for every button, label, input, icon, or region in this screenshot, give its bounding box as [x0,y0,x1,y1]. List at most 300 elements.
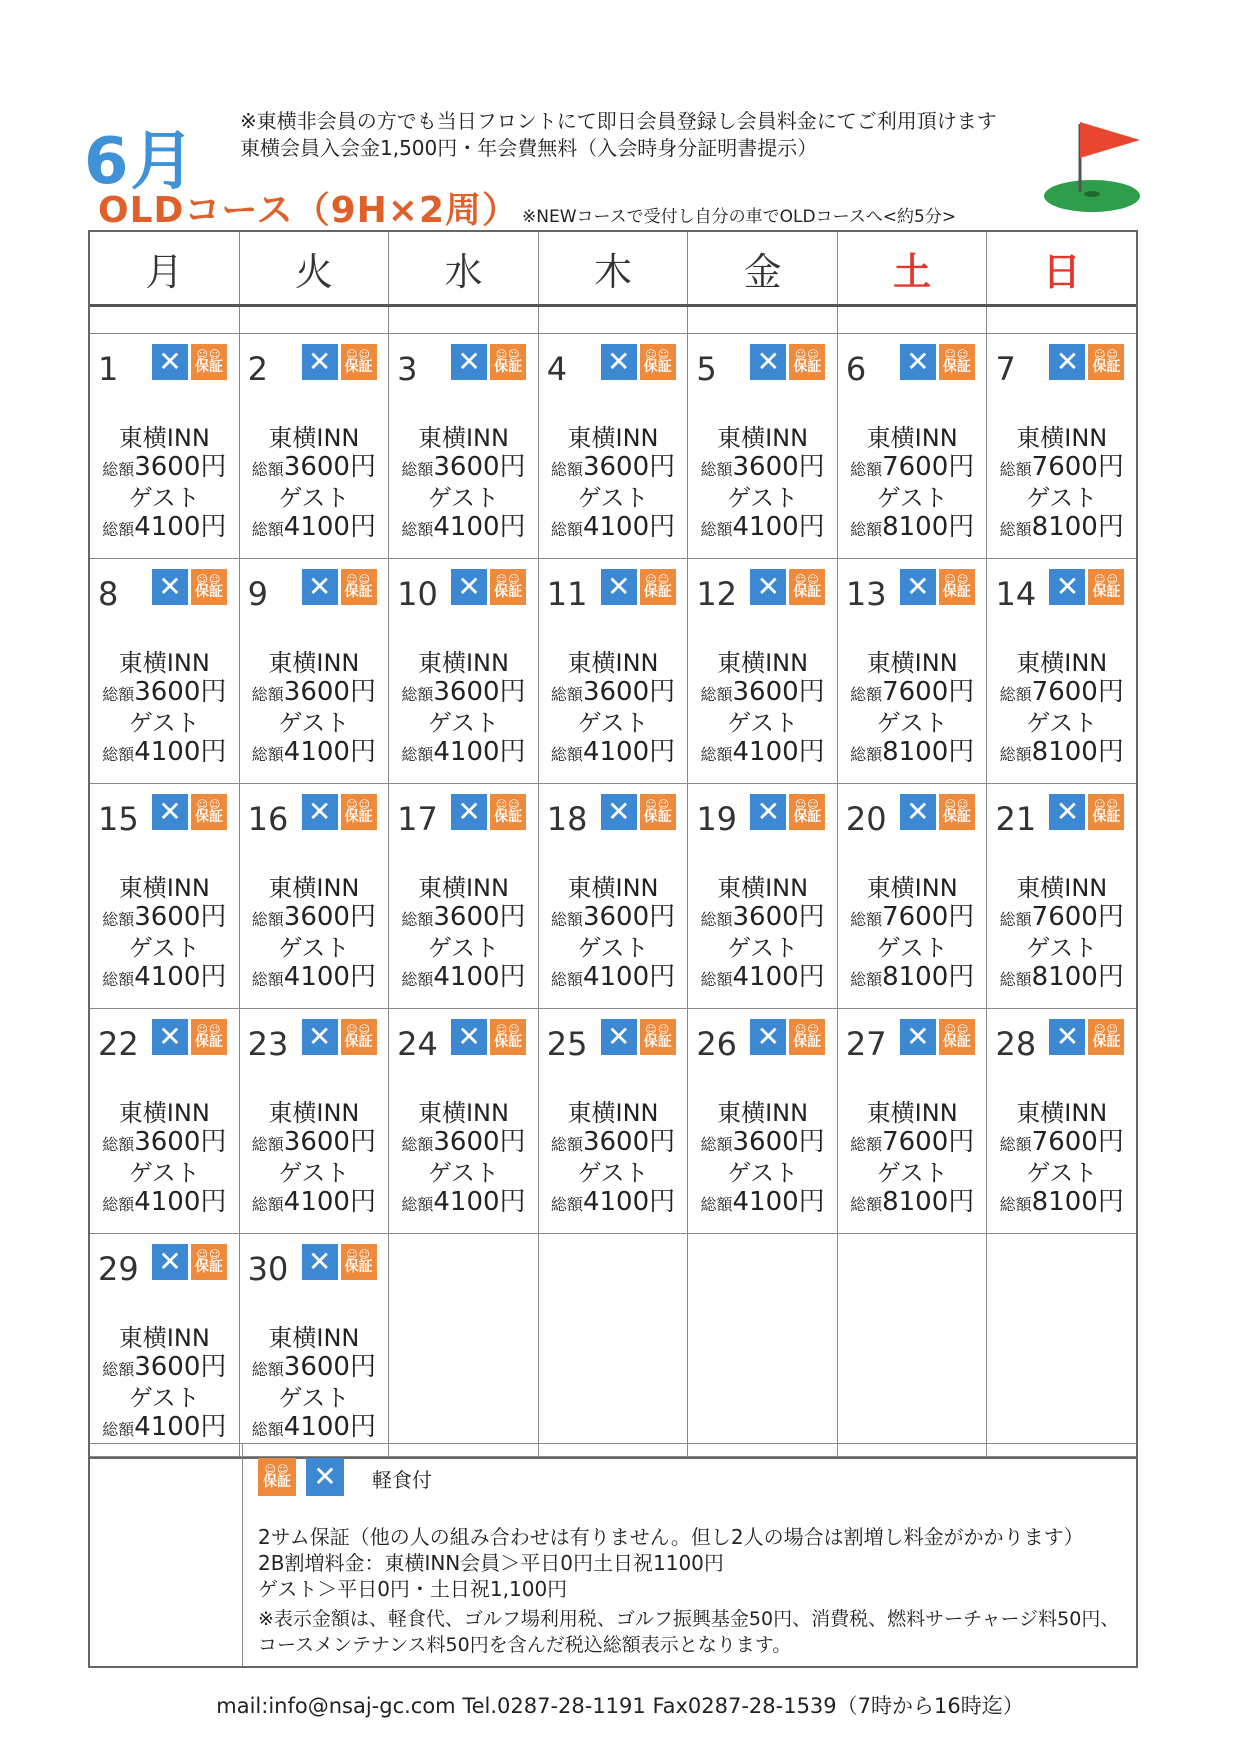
inn-price: 総額3600円 [550,677,676,707]
fork-knife-icon: ✕ [302,344,338,380]
calendar [88,230,1138,1459]
fork-knife-icon: ✕ [1049,794,1085,830]
guest-label: ゲスト [876,484,948,512]
day-icons [750,344,825,380]
day-cell [987,334,1136,558]
day-prices [240,649,389,769]
inn-label: 東横INN [268,649,360,677]
guest-price: 総額8100円 [850,512,975,542]
day-cell [688,1234,838,1456]
day-cell [389,559,539,783]
inn-label: 東横INN [866,1099,958,1127]
guest-price: 総額4100円 [401,962,526,992]
guarantee-icon: ☺☺ 保証 [640,344,676,380]
day-number: 16 [247,800,289,838]
guest-label: ゲスト [727,934,799,962]
day-icons [1049,344,1124,380]
day-number: 19 [696,800,738,838]
day-cell [240,334,390,558]
fork-knife-icon: ✕ [750,1019,786,1055]
inn-price: 総額3600円 [550,452,676,482]
guest-label: ゲスト [278,934,350,962]
guarantee-icon: ☺☺ 保証 [789,344,825,380]
day-number: 4 [546,350,568,388]
day-number: 11 [546,575,588,613]
day-cell [838,784,988,1008]
inn-label: 東横INN [567,649,659,677]
contact-footer: mail:info@nsaj-gc.com Tel.0287-28-1191 Fax0287-28-1539（7時から16時迄） [216,1694,1024,1718]
day-cell [90,1009,240,1233]
guarantee-icon: ☺☺ 保証 [939,1019,975,1055]
guest-price: 総額4100円 [700,512,825,542]
guest-label: ゲスト [278,1384,350,1412]
inn-label: 東横INN [717,874,809,902]
day-icons [152,1019,227,1055]
day-number: 25 [546,1025,588,1063]
inn-price: 総額3600円 [401,902,526,932]
guarantee-icon: ☺☺ 保証 [191,1019,227,1055]
day-prices [90,424,239,544]
day-cell [539,334,689,558]
day-prices [688,649,837,769]
day-prices [240,424,389,544]
guarantee-icon: ☺☺ 保証 [191,794,227,830]
fork-knife-icon: ✕ [302,1019,338,1055]
fork-knife-icon: ✕ [451,794,487,830]
inn-label: 東横INN [567,424,659,452]
day-prices [389,1099,538,1219]
inn-price: 総額7600円 [999,452,1124,482]
guest-price: 総額4100円 [401,512,526,542]
legend-line-3: ゲスト＞平日0円・土日祝1,100円 [258,1577,568,1601]
day-prices [987,1099,1136,1219]
guest-price: 総額8100円 [999,1187,1124,1217]
day-number: 26 [696,1025,738,1063]
guarantee-icon: ☺☺ 保証 [1088,794,1124,830]
guest-price: 総額4100円 [102,1187,227,1217]
inn-label: 東横INN [866,874,958,902]
day-cell [838,1009,988,1233]
fork-knife-icon: ✕ [900,794,936,830]
guest-label: ゲスト [128,484,200,512]
inn-price: 総額3600円 [550,1127,676,1157]
course-title: OLDコース（9H×2周） [98,190,520,231]
weekday-0: 月 [90,232,240,304]
day-prices [539,874,688,994]
day-prices [389,649,538,769]
guest-price: 総額8100円 [850,962,975,992]
guest-label: ゲスト [1026,709,1098,737]
day-number: 23 [247,1025,289,1063]
day-number: 7 [995,350,1016,388]
day-cell [688,559,838,783]
day-number: 10 [397,575,438,613]
day-prices [90,1099,239,1219]
fork-knife-icon: ✕ [1049,569,1085,605]
guest-label: ゲスト [427,709,499,737]
day-prices [688,424,837,544]
day-icons [152,1244,227,1280]
day-icons [152,569,227,605]
inn-price: 総額3600円 [401,1127,526,1157]
guarantee-icon: ☺☺ 保証 [1088,1019,1124,1055]
guest-label: ゲスト [876,709,948,737]
day-cell [90,334,240,558]
legend-line-2: 2B割増料金：東横INN会員＞平日0円土日祝1100円 [258,1551,724,1575]
day-number: 17 [397,800,438,838]
day-icons [451,344,526,380]
fork-knife-icon: ✕ [451,569,487,605]
day-cell [240,559,390,783]
guarantee-icon: ☺☺ 保証 [789,569,825,605]
fork-knife-icon: ✕ [302,794,338,830]
inn-price: 総額3600円 [251,902,376,932]
day-prices [539,1099,688,1219]
day-cell [389,334,539,558]
fork-knife-icon: ✕ [302,1244,338,1280]
fork-knife-icon: ✕ [152,794,188,830]
inn-label: 東横INN [717,424,809,452]
inn-price: 総額3600円 [102,1127,227,1157]
day-cell [688,334,838,558]
weekday-2: 水 [389,232,539,304]
day-cell [838,1234,988,1456]
day-icons [302,1244,377,1280]
guest-label: ゲスト [427,484,499,512]
day-icons [451,1019,526,1055]
guest-price: 総額4100円 [700,962,825,992]
inn-price: 総額3600円 [102,1352,227,1382]
guarantee-icon: ☺☺ 保証 [939,794,975,830]
guest-price: 総額8100円 [999,962,1124,992]
guest-price: 総額4100円 [401,737,526,767]
guarantee-icon: ☺☺ 保証 [341,1244,377,1280]
day-number: 22 [98,1025,139,1063]
fork-knife-icon: ✕ [152,1244,188,1280]
guest-label: ゲスト [128,1159,200,1187]
guest-label: ゲスト [1026,1159,1098,1187]
guest-price: 総額4100円 [251,512,376,542]
guest-price: 総額4100円 [102,737,227,767]
guest-price: 総額4100円 [251,737,376,767]
guest-label: ゲスト [278,709,350,737]
fork-knife-icon: ✕ [601,569,637,605]
day-number: 12 [696,575,738,613]
inn-label: 東横INN [268,874,360,902]
guarantee-icon: ☺☺ 保証 [789,794,825,830]
course-note: ※NEWコースで受付し自分の車でOLDコースへ<約5分> [522,207,957,227]
day-cell [389,1234,539,1456]
day-cell [838,559,988,783]
day-icons [601,1019,676,1055]
guest-price: 総額4100円 [550,512,676,542]
inn-price: 総額7600円 [999,677,1124,707]
day-cell [539,1234,689,1456]
day-prices [838,649,987,769]
guest-price: 総額4100円 [102,512,227,542]
inn-label: 東横INN [567,1099,659,1127]
inn-label: 東横INN [717,1099,809,1127]
guest-label: ゲスト [727,709,799,737]
day-number: 27 [845,1025,887,1063]
guest-label: ゲスト [577,1159,649,1187]
guest-label: ゲスト [876,1159,948,1187]
day-cell [987,1009,1136,1233]
inn-label: 東横INN [417,424,509,452]
day-icons [1049,569,1124,605]
guest-label: ゲスト [1026,934,1098,962]
guest-label: ゲスト [727,1159,799,1187]
inn-price: 総額7600円 [850,1127,975,1157]
guest-label: ゲスト [128,1384,200,1412]
inn-price: 総額3600円 [251,452,376,482]
day-cell [539,1009,689,1233]
calendar-weeks [90,334,1136,1457]
day-icons [302,569,377,605]
guarantee-icon: ☺☺ 保証 [939,569,975,605]
day-icons [1049,1019,1124,1055]
day-number: 6 [845,350,867,388]
inn-label: 東横INN [118,649,210,677]
day-prices [90,874,239,994]
guarantee-icon: ☺☺ 保証 [1088,344,1124,380]
inn-price: 総額7600円 [999,902,1124,932]
day-prices [838,874,987,994]
day-cell [539,784,689,1008]
calendar-week [90,1234,1136,1457]
weekday-header [90,232,1136,307]
fork-knife-icon: ✕ [306,1458,344,1496]
weekday-3: 木 [539,232,689,304]
golf-flag-icon [1040,112,1150,216]
fork-knife-icon: ✕ [152,569,188,605]
guest-price: 総額4100円 [550,737,676,767]
fork-knife-icon: ✕ [152,1019,188,1055]
day-icons [750,1019,825,1055]
day-icons [302,1019,377,1055]
guest-price: 総額4100円 [550,962,676,992]
day-number: 9 [247,575,268,613]
day-prices [838,424,987,544]
inn-label: 東横INN [417,1099,509,1127]
header-spacer [90,307,1136,334]
day-icons [302,794,377,830]
inn-price: 総額7600円 [850,452,975,482]
day-prices [838,1099,987,1219]
inn-price: 総額3600円 [700,1127,825,1157]
inn-price: 総額3600円 [401,452,526,482]
calendar-week [90,334,1136,559]
day-number: 5 [696,350,717,388]
fork-knife-icon: ✕ [900,569,936,605]
fork-knife-icon: ✕ [451,344,487,380]
day-cell [240,1009,390,1233]
legend-rules [258,1524,1084,1602]
day-icons [601,794,676,830]
inn-price: 総額3600円 [251,677,376,707]
day-prices [90,1324,239,1444]
guest-price: 総額4100円 [251,1187,376,1217]
day-number: 2 [247,350,268,388]
inn-label: 東横INN [118,1099,210,1127]
day-prices [389,424,538,544]
day-cell [90,559,240,783]
guarantee-icon: ☺☺ 保証 [640,569,676,605]
weekday-5: 土 [838,232,988,304]
fork-knife-icon: ✕ [601,344,637,380]
fork-knife-icon: ✕ [302,569,338,605]
inn-label: 東横INN [268,424,360,452]
guarantee-icon: ☺☺ 保証 [490,569,526,605]
inn-label: 東横INN [118,1324,210,1352]
guarantee-icon: ☺☺ 保証 [191,1244,227,1280]
inn-label: 東横INN [268,1324,360,1352]
day-prices [987,874,1136,994]
guarantee-icon: ☺☺ 保証 [490,344,526,380]
fork-knife-icon: ✕ [451,1019,487,1055]
guarantee-icon: ☺☺ 保証 [939,344,975,380]
day-icons [900,344,975,380]
day-prices [240,1099,389,1219]
guarantee-icon: ☺☺ 保証 [490,1019,526,1055]
weekday-4: 金 [688,232,838,304]
guest-price: 総額4100円 [102,1412,227,1442]
day-cell [688,1009,838,1233]
guest-label: ゲスト [727,484,799,512]
day-cell [688,784,838,1008]
day-icons [750,794,825,830]
inn-price: 総額3600円 [251,1352,376,1382]
guarantee-icon: ☺☺ 保証 [1088,569,1124,605]
guest-price: 総額8100円 [999,737,1124,767]
guest-label: ゲスト [278,1159,350,1187]
guarantee-icon: ☺☺ 保証 [191,569,227,605]
guest-price: 総額4100円 [251,1412,376,1442]
day-cell [90,784,240,1008]
day-cell [389,784,539,1008]
inn-label: 東横INN [1016,424,1108,452]
guest-price: 総額4100円 [102,962,227,992]
inn-price: 総額3600円 [550,902,676,932]
day-number: 21 [995,800,1037,838]
inn-label: 東横INN [1016,649,1108,677]
inn-price: 総額7600円 [850,902,975,932]
day-cell [838,334,988,558]
fork-knife-icon: ✕ [1049,344,1085,380]
guest-label: ゲスト [876,934,948,962]
guarantee-icon: ☺☺ 保証 [341,1019,377,1055]
inn-label: 東横INN [866,424,958,452]
day-icons [451,794,526,830]
fork-knife-icon: ✕ [900,344,936,380]
day-number: 15 [98,800,139,838]
inn-price: 総額3600円 [251,1127,376,1157]
day-icons [750,569,825,605]
day-number: 18 [546,800,588,838]
day-icons [900,1019,975,1055]
inn-price: 総額7600円 [999,1127,1124,1157]
inn-label: 東横INN [717,649,809,677]
guest-label: ゲスト [577,934,649,962]
member-note-2: 東横会員入会金1,500円・年会費無料（入会時身分証明書提示） [240,136,818,160]
inn-price: 総額3600円 [102,677,227,707]
month-title: 6月 [84,125,197,199]
fork-knife-icon: ✕ [152,344,188,380]
day-prices [688,1099,837,1219]
day-number: 14 [995,575,1037,613]
member-notes [240,108,997,162]
guarantee-icon: ☺☺ 保証 [789,1019,825,1055]
legend-meal-label: 軽食付 [372,1468,432,1492]
guest-label: ゲスト [577,484,649,512]
day-prices [240,1324,389,1444]
guest-price: 総額8100円 [850,1187,975,1217]
inn-label: 東横INN [1016,1099,1108,1127]
day-icons [900,569,975,605]
guarantee-icon: ☺☺ 保証 [341,569,377,605]
weekday-1: 火 [240,232,390,304]
day-cell [389,1009,539,1233]
day-icons [152,344,227,380]
member-note-1: ※東横非会員の方でも当日フロントにて即日会員登録し会員料金にてご利用頂けます [240,109,997,133]
day-cell [240,784,390,1008]
inn-label: 東横INN [417,874,509,902]
guarantee-icon: ☺☺ 保証 [258,1458,296,1496]
inn-label: 東横INN [866,649,958,677]
inn-price: 総額3600円 [102,452,227,482]
day-cell [987,559,1136,783]
guest-price: 総額4100円 [700,737,825,767]
day-prices [987,424,1136,544]
day-number: 1 [98,350,119,388]
guest-label: ゲスト [1026,484,1098,512]
day-prices [539,649,688,769]
legend-icons [258,1458,344,1496]
guest-price: 総額4100円 [550,1187,676,1217]
day-cell [90,1234,240,1456]
guest-label: ゲスト [577,709,649,737]
day-prices [987,649,1136,769]
inn-label: 東横INN [1016,874,1108,902]
fork-knife-icon: ✕ [750,794,786,830]
day-icons [900,794,975,830]
fork-knife-icon: ✕ [601,1019,637,1055]
inn-label: 東横INN [567,874,659,902]
fork-knife-icon: ✕ [750,344,786,380]
guest-label: ゲスト [427,934,499,962]
guest-label: ゲスト [278,484,350,512]
legend-line-1: 2サム保証（他の人の組み合わせは有りません。但し2人の場合は割増し料金がかかります） [258,1525,1084,1549]
inn-price: 総額3600円 [700,677,825,707]
guest-label: ゲスト [128,934,200,962]
day-cell [240,1234,390,1456]
guest-label: ゲスト [128,709,200,737]
calendar-week [90,1009,1136,1234]
guarantee-icon: ☺☺ 保証 [490,794,526,830]
day-number: 24 [397,1025,438,1063]
day-cell [539,559,689,783]
guest-price: 総額8100円 [850,737,975,767]
day-number: 29 [98,1250,139,1288]
day-prices [240,874,389,994]
inn-label: 東横INN [417,649,509,677]
guest-label: ゲスト [427,1159,499,1187]
day-number: 8 [98,575,119,613]
day-prices [389,874,538,994]
legend [88,1443,1138,1668]
guarantee-icon: ☺☺ 保証 [341,794,377,830]
fork-knife-icon: ✕ [1049,1019,1085,1055]
